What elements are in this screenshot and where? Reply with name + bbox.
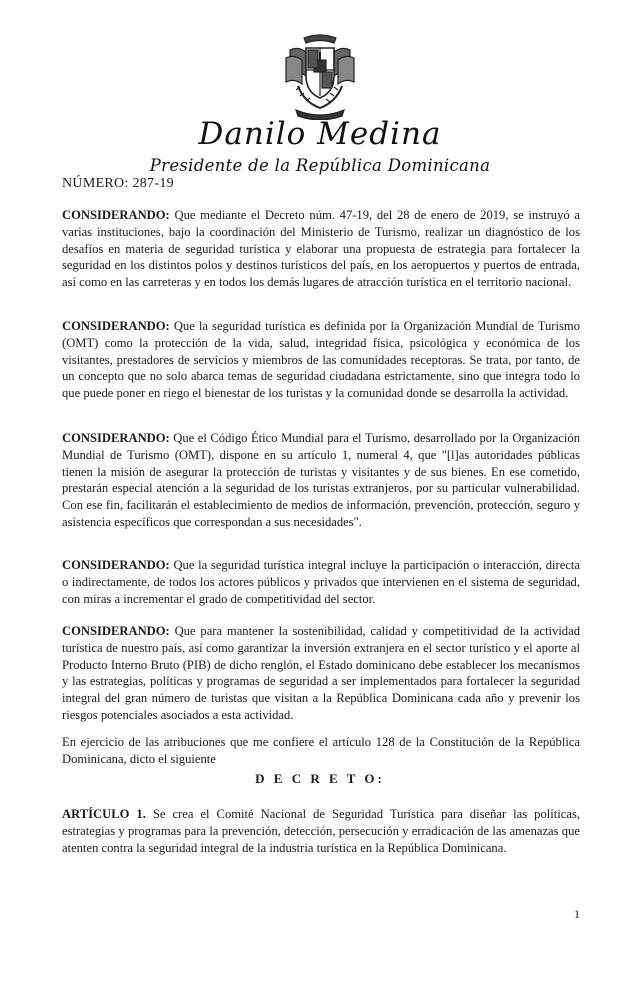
decreto-heading: D E C R E T O: [255,771,385,786]
considerando-1: CONSIDERANDO: Que mediante el Decreto núm. 47-19, del 28 de enero de 2019, se instruyó a varias instituciones, bajo la coordinación del Ministerio de Turismo, realizar un diagnóstico de los desafíos en materia de seguridad turística y elaborar una propuesta de estrategia para fortalecer la seguridad en los distintos polos y destinos turísticos del país, en los aeropuertos y puertos de entrada, así como en las carreteras y en todos los demás lugares de atracción turística en el territorio nacional. [62,208,580,290]
considerando-3: CONSIDERANDO: Que el Código Ético Mundial para el Turismo, desarrollado por la Organización Mundial de Turismo (OMT), dispone en su artículo 1, numeral 4, que "[l]as autoridades públicas tienen la misión de asegurar la protección de turistas y visitantes y de sus bienes. En ese cometido, prestarán especial atención a la seguridad de los turistas extranjeros, por su particular vulnerabilidad. Con ese fin, facilitarán el establecimiento de medios de información, prevención, protección, seguro y asistencia específicos que correspondan a sus necesidades". [62,431,580,529]
considerando-2: CONSIDERANDO: Que la seguridad turística es definida por la Organización Mundial de Turismo (OMT) como la protección de la vida, salud, integridad física, psicológica y económica de los visitantes, prestadores de servicios y miembros de las comunidades receptoras. Se trata, por tanto, de un concepto que no solo abarca temas de seguridad ciudadana estrictamente, sino que integra todo lo que puede poner en riego el bienestar de los turistas y la comunidad donde se desarrolla la actividad. [62,319,580,401]
decree-number: NÚMERO: 287-19 [62,176,174,191]
page-number: 1 [574,907,580,921]
ejercicio-paragraph: En ejercicio de las atribuciones que me confiere el artículo 128 de la Constitución de la República Dominicana, dicto el siguiente [62,735,580,766]
signature-name: Danilo Medina [198,116,442,152]
considerando-4: CONSIDERANDO: Que la seguridad turística integral incluye la participación o interacción, directa o indirectamente, de todos los actores públicos y privados que intervienen en el sistema de seguridad, con miras a incrementar el grado de competitividad del sector. [62,558,580,606]
signature-title: Presidente de la República Dominicana [149,156,491,175]
considerando-5: CONSIDERANDO: Que para mantener la sostenibilidad, calidad y competitividad de la actividad turística de nuestro país, así como garantizar la inversión extranjera en el sector turístico y el aporte al Producto Interno Bruto (PIB) de dicho renglón, el Estado dominicano debe establecer los mecanismos y las estrategias, políticas y programas de seguridad a ser implementados para fortalecer la seguridad integral del gran número de turistas que visitan a la República Dominicana cada año y prevenir los riesgos potenciales asociados a esta actividad. [62,624,580,722]
articulo-1: ARTÍCULO 1. Se crea el Comité Nacional de Seguridad Turística para diseñar las políticas, estrategias y programas para la prevención, detección, persecución y erradicación de las amenazas que atenten contra la seguridad integral de la industria turística en la República Dominicana. [62,807,580,855]
coat-of-arms-icon [276,30,364,120]
